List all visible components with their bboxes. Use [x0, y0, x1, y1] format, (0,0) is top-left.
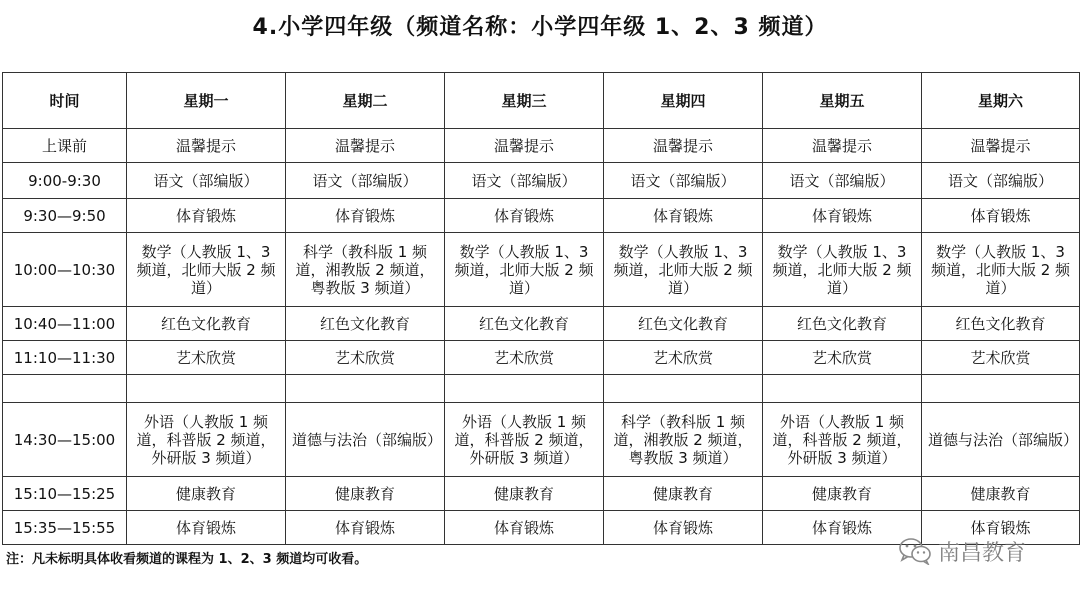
- course-cell-tuesday: 艺术欣赏: [286, 341, 445, 375]
- course-cell-tuesday: 健康教育: [286, 477, 445, 511]
- course-cell-monday: 健康教育: [127, 477, 286, 511]
- header-wednesday: 星期三: [445, 73, 604, 129]
- course-cell-monday: [127, 375, 286, 403]
- course-cell-saturday: 艺术欣赏: [922, 341, 1080, 375]
- course-cell-friday: 红色文化教育: [763, 307, 922, 341]
- course-cell-wednesday: 数学（人教版 1、3 频道，北师大版 2 频道）: [445, 233, 604, 307]
- time-cell: 9:30—9:50: [3, 199, 127, 233]
- header-friday: 星期五: [763, 73, 922, 129]
- table-row: [3, 375, 1080, 403]
- time-cell: 15:10—15:25: [3, 477, 127, 511]
- header-row: [3, 73, 1080, 129]
- header-monday: 星期一: [127, 73, 286, 129]
- course-cell-friday: 体育锻炼: [763, 511, 922, 545]
- course-cell-wednesday: 艺术欣赏: [445, 341, 604, 375]
- table-row: [3, 307, 1080, 341]
- course-cell-saturday: 体育锻炼: [922, 511, 1080, 545]
- table-row: [3, 233, 1080, 307]
- course-cell-wednesday: 体育锻炼: [445, 199, 604, 233]
- course-cell-wednesday: 红色文化教育: [445, 307, 604, 341]
- course-cell-thursday: 体育锻炼: [604, 199, 763, 233]
- time-cell: 14:30—15:00: [3, 403, 127, 477]
- course-cell-tuesday: 道德与法治（部编版）: [286, 403, 445, 477]
- table-row: [3, 163, 1080, 199]
- header-time: 时间: [3, 73, 127, 129]
- page-title: 4.小学四年级（频道名称：小学四年级 1、2、3 频道）: [252, 15, 828, 40]
- footnote: 注：凡未标明具体收看频道的课程为 1、2、3 频道均可收看。: [6, 552, 368, 567]
- course-cell-friday: 体育锻炼: [763, 199, 922, 233]
- course-cell-thursday: 科学（教科版 1 频道，湘教版 2 频道，粤教版 3 频道）: [604, 403, 763, 477]
- header-saturday: 星期六: [922, 73, 1080, 129]
- course-cell-monday: 艺术欣赏: [127, 341, 286, 375]
- course-cell-wednesday: [445, 375, 604, 403]
- course-cell-monday: 体育锻炼: [127, 199, 286, 233]
- course-cell-friday: [763, 375, 922, 403]
- table-row: [3, 341, 1080, 375]
- time-cell: 上课前: [3, 129, 127, 163]
- header-tuesday: 星期二: [286, 73, 445, 129]
- course-cell-tuesday: 体育锻炼: [286, 199, 445, 233]
- course-cell-tuesday: 体育锻炼: [286, 511, 445, 545]
- time-cell: 11:10—11:30: [3, 341, 127, 375]
- course-cell-friday: 健康教育: [763, 477, 922, 511]
- course-cell-tuesday: [286, 375, 445, 403]
- course-cell-tuesday: 语文（部编版）: [286, 163, 445, 199]
- course-cell-monday: 温馨提示: [127, 129, 286, 163]
- course-cell-friday: 语文（部编版）: [763, 163, 922, 199]
- course-cell-friday: 外语（人教版 1 频道，科普版 2 频道，外研版 3 频道）: [763, 403, 922, 477]
- course-cell-saturday: 道德与法治（部编版）: [922, 403, 1080, 477]
- course-cell-wednesday: 外语（人教版 1 频道，科普版 2 频道，外研版 3 频道）: [445, 403, 604, 477]
- watermark-text: 南昌教育: [938, 540, 1027, 566]
- time-cell: 9:00-9:30: [3, 163, 127, 199]
- course-cell-thursday: 艺术欣赏: [604, 341, 763, 375]
- course-cell-tuesday: 温馨提示: [286, 129, 445, 163]
- course-cell-wednesday: 温馨提示: [445, 129, 604, 163]
- course-cell-monday: 语文（部编版）: [127, 163, 286, 199]
- course-cell-wednesday: 健康教育: [445, 477, 604, 511]
- header-thursday: 星期四: [604, 73, 763, 129]
- course-cell-thursday: 语文（部编版）: [604, 163, 763, 199]
- course-cell-saturday: 健康教育: [922, 477, 1080, 511]
- course-cell-saturday: 语文（部编版）: [922, 163, 1080, 199]
- course-cell-friday: 温馨提示: [763, 129, 922, 163]
- course-cell-monday: 外语（人教版 1 频道，科普版 2 频道，外研版 3 频道）: [127, 403, 286, 477]
- course-cell-wednesday: 体育锻炼: [445, 511, 604, 545]
- table-row: [3, 477, 1080, 511]
- course-cell-monday: 数学（人教版 1、3 频道，北师大版 2 频道）: [127, 233, 286, 307]
- course-cell-tuesday: 红色文化教育: [286, 307, 445, 341]
- course-cell-monday: 体育锻炼: [127, 511, 286, 545]
- course-cell-thursday: 温馨提示: [604, 129, 763, 163]
- course-cell-saturday: 体育锻炼: [922, 199, 1080, 233]
- course-cell-wednesday: 语文（部编版）: [445, 163, 604, 199]
- course-cell-saturday: 数学（人教版 1、3 频道，北师大版 2 频道）: [922, 233, 1080, 307]
- wechat-icon: [898, 537, 932, 565]
- table-row: [3, 129, 1080, 163]
- course-cell-thursday: [604, 375, 763, 403]
- course-cell-friday: 艺术欣赏: [763, 341, 922, 375]
- time-cell: 10:40—11:00: [3, 307, 127, 341]
- table-row: [3, 403, 1080, 477]
- course-cell-saturday: 温馨提示: [922, 129, 1080, 163]
- course-cell-monday: 红色文化教育: [127, 307, 286, 341]
- course-cell-friday: 数学（人教版 1、3 频道，北师大版 2 频道）: [763, 233, 922, 307]
- time-cell: [3, 375, 127, 403]
- course-cell-thursday: 体育锻炼: [604, 511, 763, 545]
- time-cell: 10:00—10:30: [3, 233, 127, 307]
- course-cell-saturday: 红色文化教育: [922, 307, 1080, 341]
- time-cell: 15:35—15:55: [3, 511, 127, 545]
- course-cell-saturday: [922, 375, 1080, 403]
- course-cell-tuesday: 科学（教科版 1 频道，湘教版 2 频道，粤教版 3 频道）: [286, 233, 445, 307]
- course-cell-thursday: 数学（人教版 1、3 频道，北师大版 2 频道）: [604, 233, 763, 307]
- table-row: [3, 199, 1080, 233]
- course-cell-thursday: 红色文化教育: [604, 307, 763, 341]
- watermark: [898, 534, 1026, 568]
- schedule-table: [2, 72, 1080, 545]
- course-cell-thursday: 健康教育: [604, 477, 763, 511]
